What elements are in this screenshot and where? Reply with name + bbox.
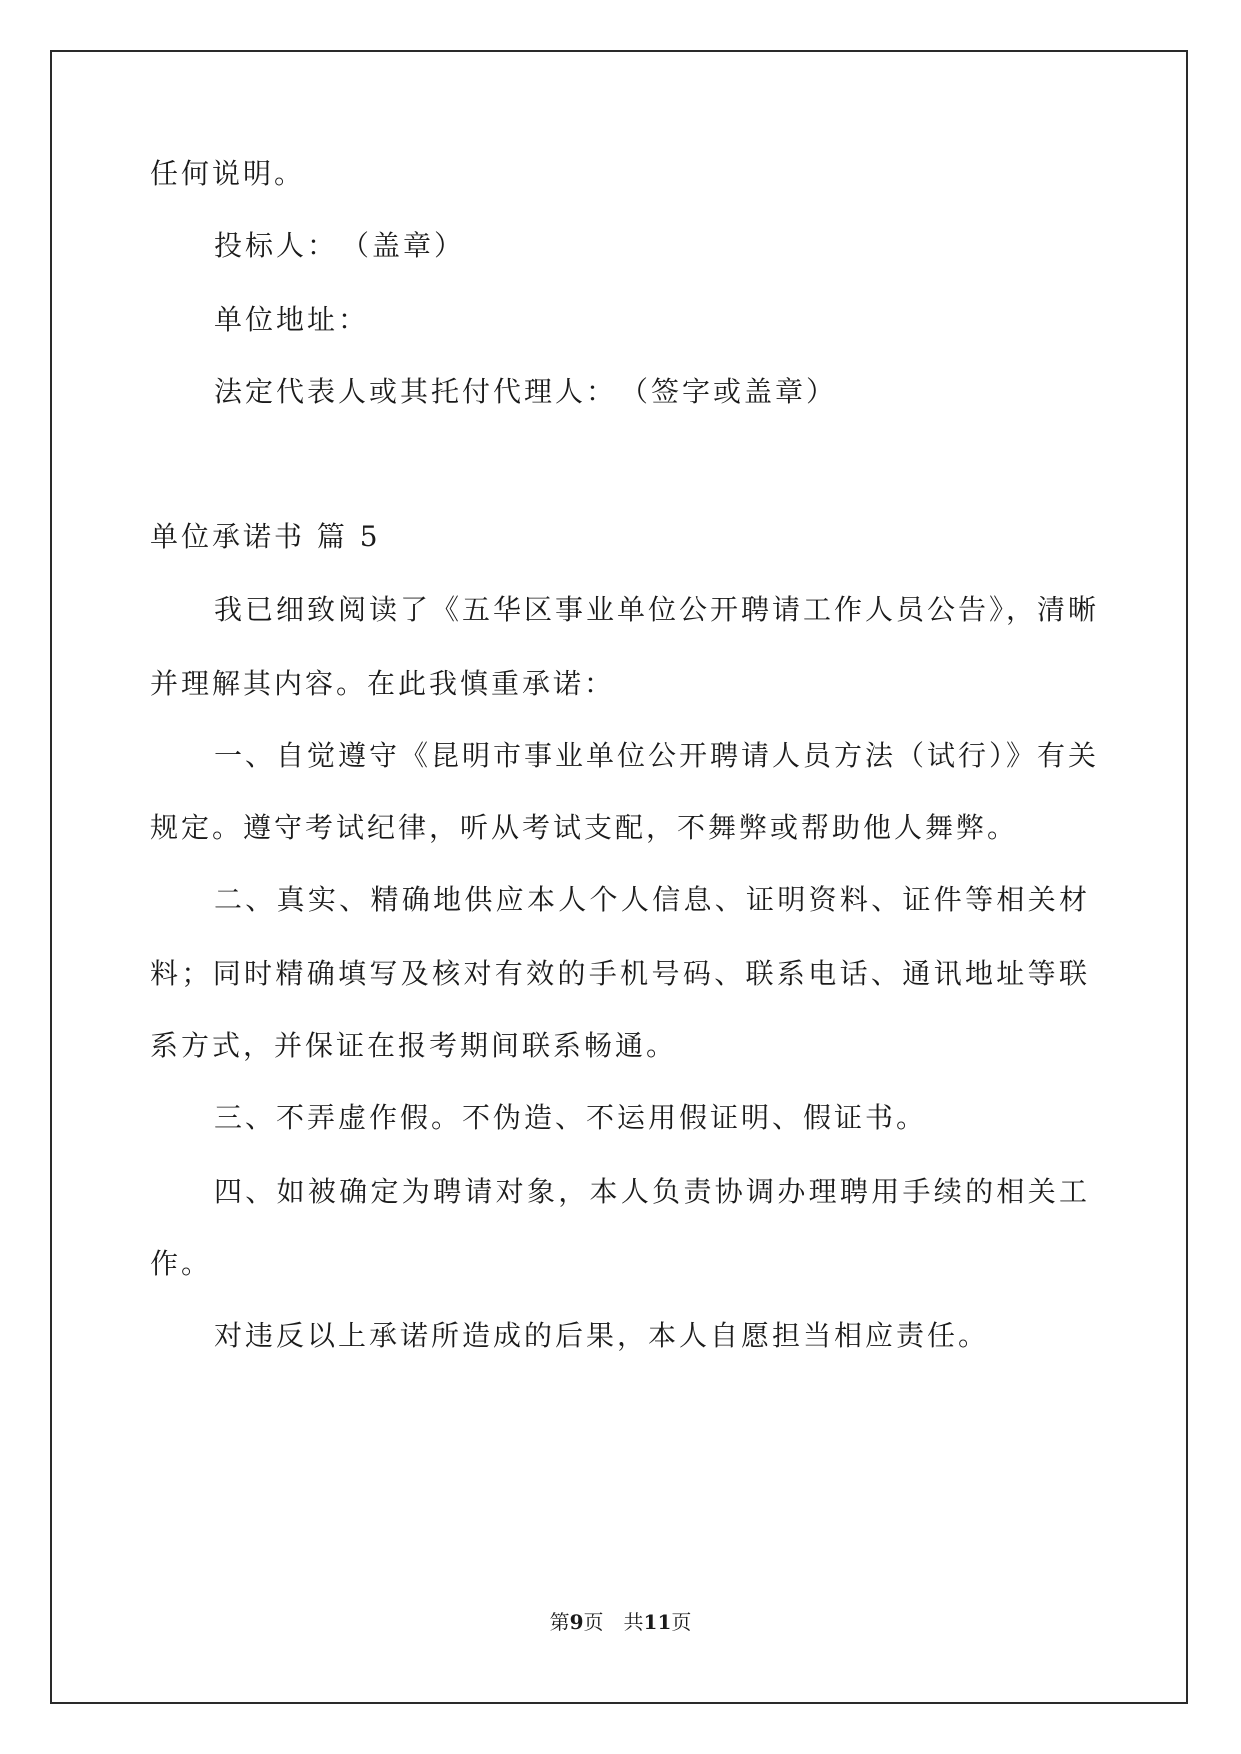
page-border — [50, 50, 1188, 1704]
text-line: 三、不弄虚作假。不伪造、不运用假证明、假证书。 — [214, 1101, 928, 1134]
current-page-number: 9 — [569, 1610, 584, 1634]
page-prefix: 第 — [549, 1610, 570, 1634]
page-middle-text: 页 共 — [583, 1610, 644, 1634]
text-line: 我已细致阅读了《五华区事业单位公开聘请工作人员公告》，清晰 — [214, 593, 1100, 626]
page-footer — [0, 1610, 1241, 1634]
text-line: 法定代表人或其托付代理人： （签字或盖章） — [214, 375, 838, 408]
section-heading: 单位承诺书 篇 5 — [150, 520, 381, 553]
text-line: 对违反以上承诺所造成的后果，本人自愿担当相应责任。 — [214, 1319, 990, 1352]
page-suffix: 页 — [671, 1610, 692, 1634]
text-line: 作。 — [150, 1247, 213, 1280]
text-line: 一、自觉遵守《昆明市事业单位公开聘请人员方法（试行）》有关 — [214, 739, 1100, 772]
total-page-number: 11 — [643, 1610, 672, 1634]
text-line: 四、如被确定为聘请对象，本人负责协调办理聘用手续的相关工 — [214, 1175, 1090, 1208]
text-line: 投标人： （盖章） — [214, 229, 466, 262]
text-line: 二、真实、精确地供应本人个人信息、证明资料、证件等相关材 — [214, 883, 1090, 916]
text-line: 料；同时精确填写及核对有效的手机号码、联系电话、通讯地址等联 — [150, 957, 1090, 990]
text-line: 任何说明。 — [150, 157, 306, 190]
text-line: 并理解其内容。在此我慎重承诺： — [150, 667, 616, 700]
text-line: 规定。遵守考试纪律，听从考试支配，不舞弊或帮助他人舞弊。 — [150, 811, 1019, 844]
text-line: 单位地址： — [214, 303, 370, 336]
text-line: 系方式，并保证在报考期间联系畅通。 — [150, 1029, 678, 1062]
